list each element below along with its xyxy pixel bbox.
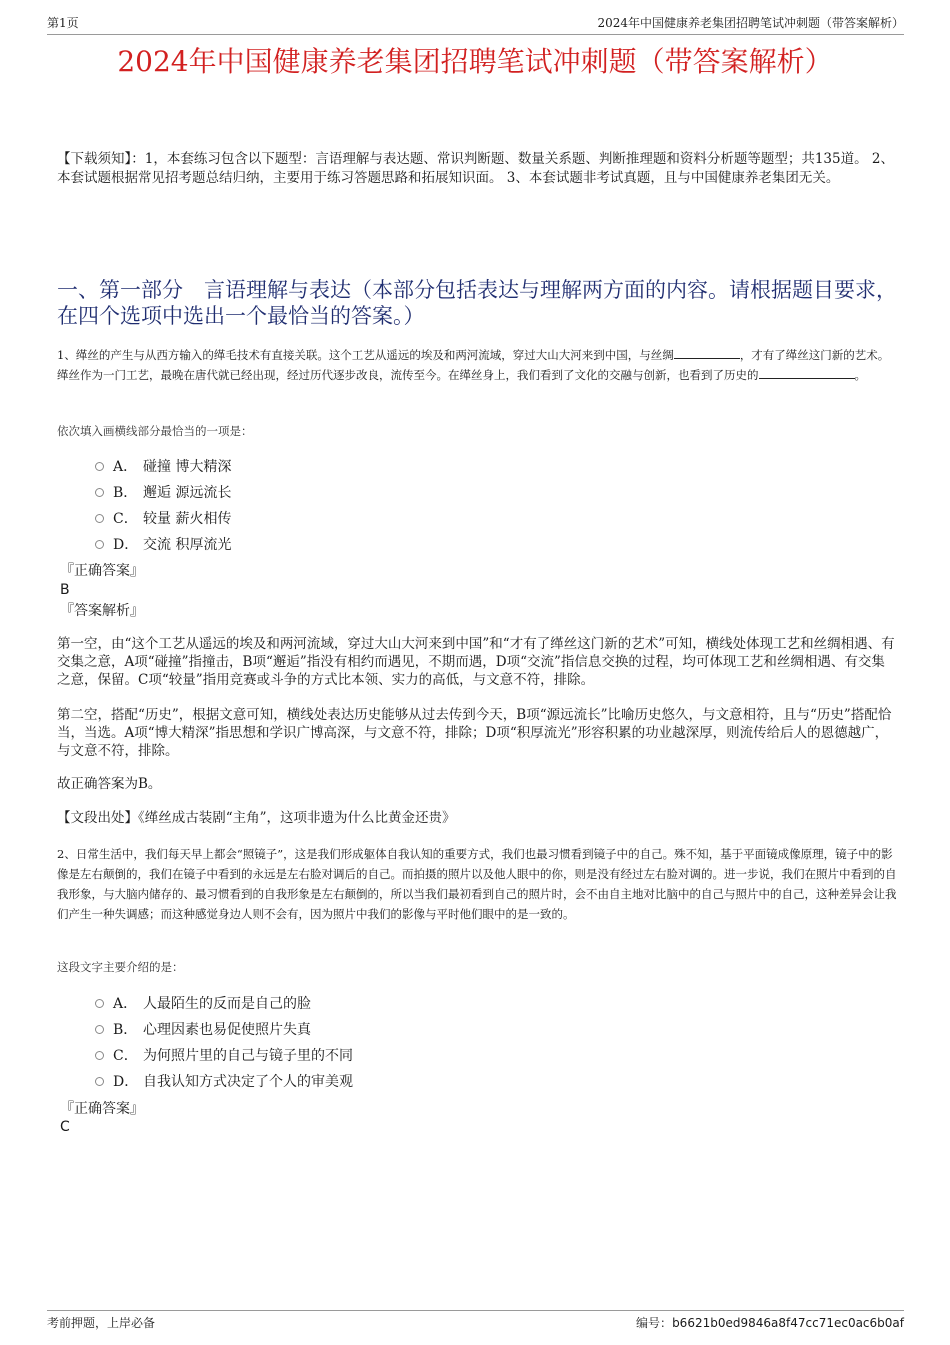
- radio-button-icon[interactable]: [95, 1025, 104, 1034]
- option-letter: B．: [113, 485, 138, 501]
- option-text: 自我认知方式决定了个人的审美观: [143, 1074, 353, 1090]
- option-text: 碰撞 博大精深: [143, 459, 232, 475]
- fill-blank-2: [759, 365, 855, 379]
- option-letter: A．: [113, 459, 138, 475]
- option-c[interactable]: [95, 505, 231, 531]
- radio-button-icon[interactable]: [95, 488, 104, 497]
- radio-button-icon[interactable]: [95, 1077, 104, 1086]
- page-footer: [47, 1310, 904, 1333]
- question-1-text-part-c: 。: [854, 368, 866, 382]
- question-2-answer-label: 『正确答案』: [60, 1101, 144, 1117]
- option-c[interactable]: [95, 1042, 353, 1068]
- question-1-answer-label: 『正确答案』: [60, 563, 144, 579]
- option-b[interactable]: [95, 479, 231, 505]
- option-letter: C．: [113, 511, 138, 527]
- question-1-options: [95, 453, 231, 557]
- code-value: b6621b0ed9846a8f47cc71ec0ac6b0af: [672, 1316, 904, 1330]
- option-b[interactable]: [95, 1016, 353, 1042]
- code-label: 编号：: [636, 1316, 673, 1330]
- option-text: 心理因素也易促使照片失真: [143, 1022, 311, 1038]
- option-letter: B．: [113, 1022, 138, 1038]
- option-letter: C．: [113, 1048, 138, 1064]
- text-source: 【文段出处】《缂丝成古装剧“主角”，这项非遗为什么比黄金还贵》: [57, 810, 456, 826]
- analysis-paragraph-2: 第二空，搭配“历史”，根据文意可知，横线处表达历史能够从过去传到今天，B项“源远流长”比喻历史悠久，与文意相符，且与“历史”搭配恰当，当选。A项“博大精深”指思想和学识广博高深，与文意不符，排除；D项“积厚流光”形容积累的功业越深厚，则流传给后人的恩德越广，与文意不符，排除。: [57, 707, 892, 759]
- radio-button-icon[interactable]: [95, 999, 104, 1008]
- option-letter: A．: [113, 996, 138, 1012]
- question-1-text-part-b: ，才有了缂丝这门新的艺术。缂丝作为一门工艺，最晚在唐代就已经出现，经过历代逐步改良，流传至今。在缂丝身上，我们看到了文化的交融与创新，也看到了历史的: [57, 348, 890, 382]
- radio-button-icon[interactable]: [95, 462, 104, 471]
- option-a[interactable]: [95, 453, 231, 479]
- option-text: 人最陌生的反而是自己的脸: [143, 996, 311, 1012]
- question-2-text: 2、日常生活中，我们每天早上都会“照镜子”，这是我们形成躯体自我认知的重要方式，我们也最习惯看到镜子中的自己。殊不知，基于平面镜成像原理，镜子中的影像是左右颠倒的，我们在镜子中看到的永远是左右脸对调后的自己。而拍摄的照片以及他人眼中的你，则是没有经过左右脸对调的。进一步说，我们在照片中看到的自我形象，与大脑内储存的、最习惯看到的自我形象是左右颠倒的，所以当我们最初看到自己的照片时，会不由自主地对比脑中的自己与照片中的自己，这种差异会让我们产生一种失调感；而这种感觉身边人则不会有，因为照片中我们的影像与平时他们眼中的是一致的。: [57, 847, 897, 921]
- radio-button-icon[interactable]: [95, 540, 104, 549]
- question-1-analysis-label: 『答案解析』: [60, 603, 144, 619]
- option-letter: D．: [113, 537, 139, 553]
- option-text: 交流 积厚流光: [143, 537, 232, 553]
- option-d[interactable]: [95, 531, 231, 557]
- fill-blank-1: [674, 345, 740, 359]
- option-text: 较量 薪火相传: [143, 511, 232, 527]
- section-heading: 一、第一部分 言语理解与表达（本部分包括表达与理解两方面的内容。请根据题目要求，在四个选项中选出一个最恰当的答案。）: [57, 278, 897, 328]
- radio-button-icon[interactable]: [95, 514, 104, 523]
- question-2-prompt: 这段文字主要介绍的是：: [57, 960, 184, 974]
- question-1-answer: B: [60, 582, 70, 598]
- question-2-answer: C: [60, 1119, 70, 1135]
- option-d[interactable]: [95, 1068, 353, 1094]
- option-a[interactable]: [95, 990, 353, 1016]
- question-2-options: [95, 990, 353, 1094]
- page-number: 第1页: [47, 16, 79, 30]
- document-title: 2024年中国健康养老集团招聘笔试冲刺题（带答案解析）: [117, 45, 833, 78]
- analysis-paragraph-1: 第一空，由“这个工艺从遥远的埃及和两河流域，穿过大山大河来到中国”和“才有了缂丝这门新的艺术”可知，横线处体现工艺和丝绸相遇、有交集之意，A项“碰撞”指撞击，B项“邂逅”指没有相约而遇见，不期而遇，D项“交流”指信息交换的过程，均可体现工艺和丝绸相遇、有交集之意，保留。C项“较量”指用竞赛或斗争的方式比本领、实力的高低，与文意不符，排除。: [57, 636, 895, 688]
- option-text: 为何照片里的自己与镜子里的不同: [143, 1048, 353, 1064]
- question-1-text: [57, 345, 897, 385]
- page-header: [47, 14, 904, 35]
- header-doc-title: 2024年中国健康养老集团招聘笔试冲刺题（带答案解析）: [597, 16, 904, 30]
- footer-document-code: [636, 1313, 904, 1333]
- option-letter: D．: [113, 1074, 139, 1090]
- question-1-prompt: 依次填入画横线部分最恰当的一项是：: [57, 424, 253, 438]
- analysis-conclusion: 故正确答案为B。: [57, 776, 162, 792]
- question-1-text-part-a: 1、缂丝的产生与从西方输入的缂毛技术有直接关联。这个工艺从遥远的埃及和两河流域，穿过大山大河来到中国，与丝绸: [57, 348, 674, 362]
- footer-slogan: 考前押题，上岸必备: [47, 1316, 156, 1330]
- radio-button-icon[interactable]: [95, 1051, 104, 1060]
- option-text: 邂逅 源远流长: [143, 485, 232, 501]
- download-notice: 【下载须知】：1，本套练习包含以下题型：言语理解与表达题、常识判断题、数量关系题、判断推理题和资料分析题等题型；共135道。 2、本套试题根据常见招考题总结归纳，主要用于练习答题思路和拓展知识面。 3、本套试题非考试真题，且与中国健康养老集团无关。: [57, 151, 894, 186]
